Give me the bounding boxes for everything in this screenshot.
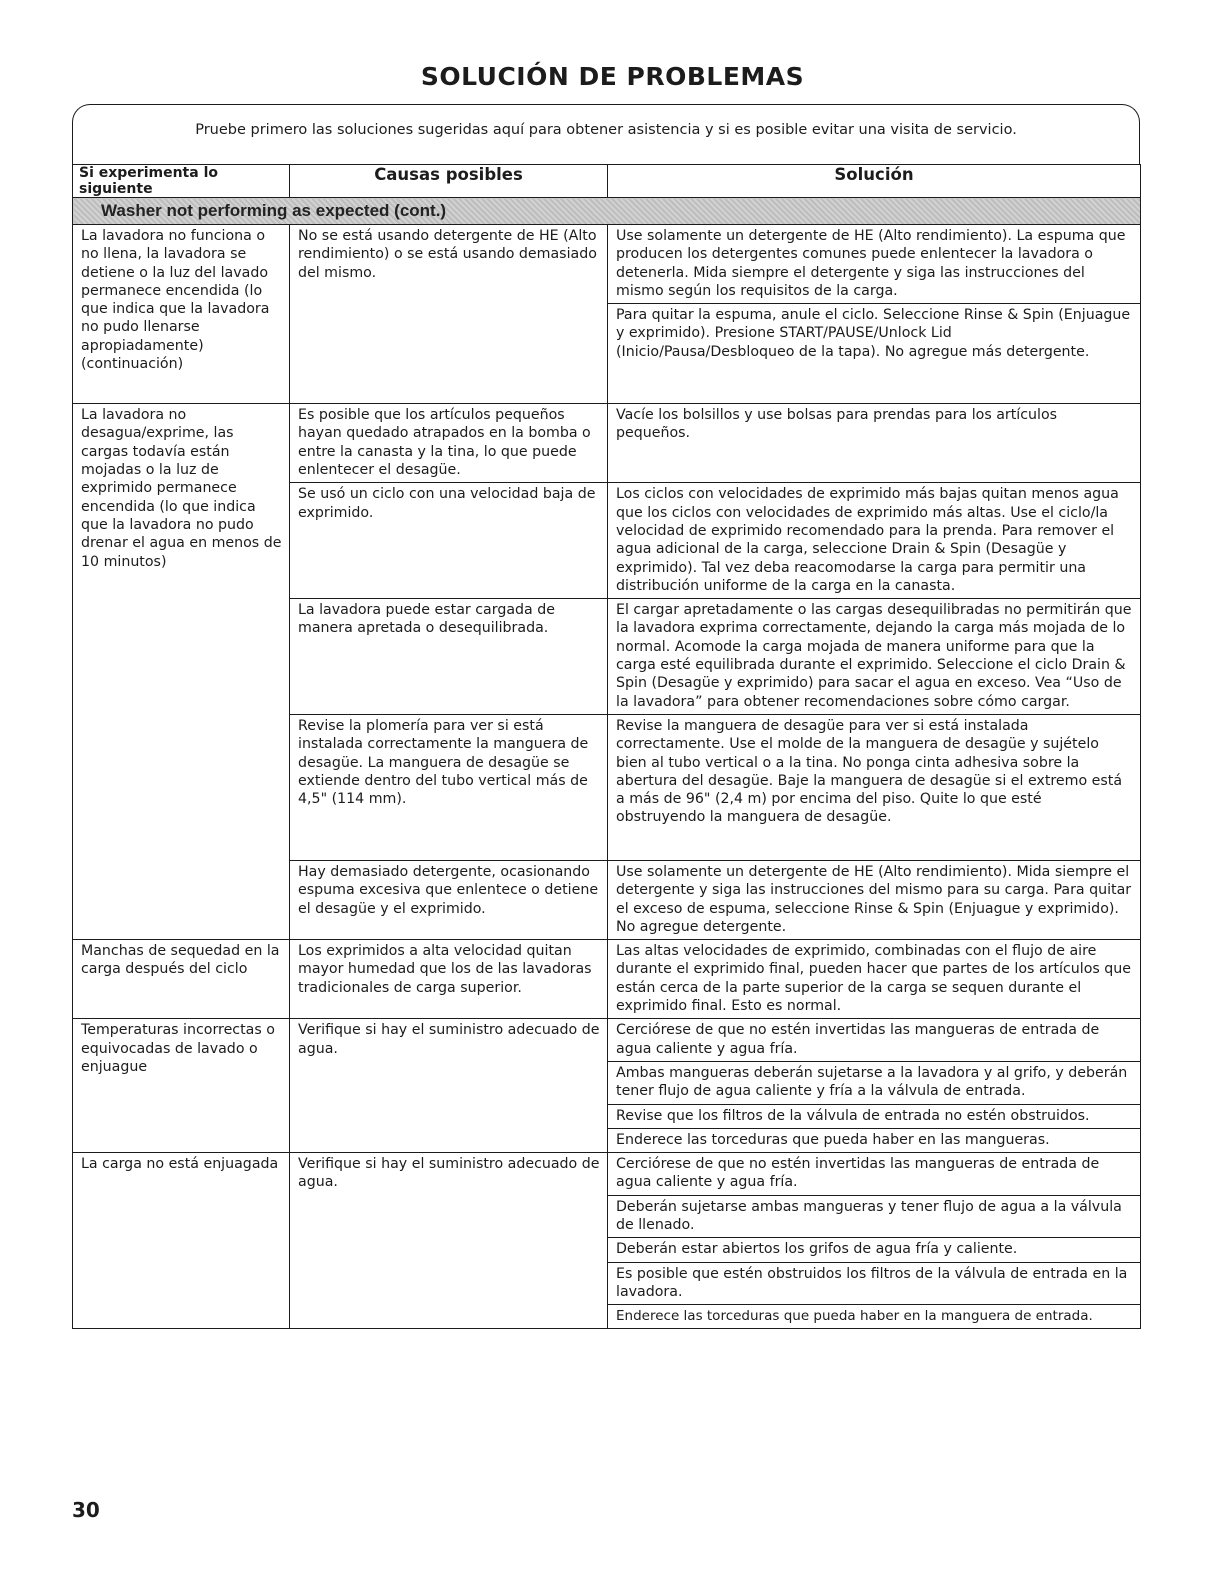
solution-cell: Revise que los filtros de la válvula de entrada no estén obstruidos. [608,1104,1141,1128]
symptom-cell: Manchas de sequedad en la carga después del ciclo [73,940,290,1019]
solution-cell: Revise la manguera de desagüe para ver si está instalada correctamente. Use el molde de la manguera de desagüe y sujételo bien al tubo vertical o a la tina. No ponga cinta adhesiva sobre la abertura del desagüe. Baje la manguera de desagüe si el extremo está a más de 96" (2,4 m) por encima del piso. Quite lo que esté obstruyendo la manguera de desagüe. [608,714,1141,860]
cause-cell: Verifique si hay el suministro adecuado de agua. [290,1153,608,1329]
solution-cell: Use solamente un detergente de HE (Alto rendimiento). Mida siempre el detergente y siga las instrucciones del mismo para su carga. Para quitar el exceso de espuma, seleccione Rinse & Spin (Enjuague y exprimido). No agregue detergente. [608,860,1141,939]
table-row [73,940,1141,1019]
table-row [73,404,1141,483]
header-solution: Solución [608,165,1141,198]
solution-cell: Use solamente un detergente de HE (Alto rendimiento). La espuma que producen los detergentes comunes puede enlentecer la lavadora o detenerla. Mida siempre el detergente y siga las instrucciones del mismo según los requisitos de la carga. [608,225,1141,304]
table-row [73,1153,1141,1196]
page-number: 30 [72,1498,100,1522]
solution-cell: Vacíe los bolsillos y use bolsas para prendas para los artículos pequeños. [608,404,1141,483]
cause-cell: Hay demasiado detergente, ocasionando espuma excesiva que enlentece o detiene el desagüe y el exprimido. [290,860,608,939]
solution-cell: Deberán sujetarse ambas mangueras y tener flujo de agua a la válvula de llenado. [608,1195,1141,1238]
section-row [73,198,1141,225]
solution-cell: Las altas velocidades de exprimido, combinadas con el flujo de aire durante el exprimido final, pueden hacer que partes de los artículos que están cerca de la parte superior de la carga se sequen durante el exprimido final. Esto es normal. [608,940,1141,1019]
cause-cell: La lavadora puede estar cargada de manera apretada o desequilibrada. [290,599,608,715]
cause-cell: No se está usando detergente de HE (Alto rendimiento) o se está usando demasiado del mismo. [290,225,608,404]
header-causes: Causas posibles [290,165,608,198]
symptom-cell: La carga no está enjuagada [73,1153,290,1329]
solution-cell: Deberán estar abiertos los grifos de agua fría y caliente. [608,1238,1141,1262]
cause-cell: Verifique si hay el suministro adecuado de agua. [290,1019,608,1153]
header-symptom: Si experimenta lo siguiente [73,165,290,198]
solution-cell: El cargar apretadamente o las cargas desequilibradas no permitirán que la lavadora exprima correctamente, dejando la carga más mojada de lo normal. Acomode la carga mojada de manera uniforme para que la carga esté equilibrada durante el exprimido. Seleccione el ciclo Drain & Spin (Desagüe y exprimido) para sacar el agua en exceso. Vea “Uso de la lavadora” para obtener recomendaciones sobre cómo cargar. [608,599,1141,715]
solution-cell: Cerciórese de que no estén invertidas las mangueras de entrada de agua caliente y agua fría. [608,1153,1141,1196]
troubleshooting-table [72,164,1141,1329]
symptom-cell: La lavadora no funciona o no llena, la lavadora se detiene o la luz del lavado permanece encendida (lo que indica que la lavadora no pudo llenarse apropiadamente) (continuación) [73,225,290,404]
solution-cell: Los ciclos con velocidades de exprimido más bajas quitan menos agua que los ciclos con velocidades de exprimido más altas. Use el ciclo/la velocidad de exprimido recomendado para la prenda. Para remover el agua adicional de la carga, seleccione Drain & Spin (Desagüe y exprimido). Tal vez deba reacomodarse la carga para permitir una distribución uniforme de la carga en la canasta. [608,483,1141,599]
table-row [73,1019,1141,1062]
solution-cell: Para quitar la espuma, anule el ciclo. Seleccione Rinse & Spin (Enjuague y exprimido). Presione START/PAUSE/Unlock Lid (Inicio/Pausa/Desbloqueo de la tapa). No agregue más detergente. [608,304,1141,404]
cause-cell: Se usó un ciclo con una velocidad baja de exprimido. [290,483,608,599]
symptom-cell: La lavadora no desagua/exprime, las cargas todavía están mojadas o la luz de exprimido permanece encendida (lo que indica que la lavadora no pudo drenar el agua en menos de 10 minutos) [73,404,290,940]
solution-cell: Enderece las torceduras que pueda haber en las mangueras. [608,1128,1141,1152]
cause-cell: Los exprimidos a alta velocidad quitan mayor humedad que los de las lavadoras tradicionales de carga superior. [290,940,608,1019]
solution-cell: Cerciórese de que no estén invertidas las mangueras de entrada de agua caliente y agua fría. [608,1019,1141,1062]
solution-cell: Ambas mangueras deberán sujetarse a la lavadora y al grifo, y deberán tener flujo de agua caliente y fría a la válvula de entrada. [608,1061,1141,1104]
table-header-row [73,165,1141,198]
solution-cell: Enderece las torceduras que pueda haber en la manguera de entrada. [608,1305,1141,1329]
symptom-cell: Temperaturas incorrectas o equivocadas de lavado o enjuague [73,1019,290,1153]
section-title: Washer not performing as expected (cont.) [73,198,1141,225]
cause-cell: Revise la plomería para ver si está instalada correctamente la manguera de desagüe. La manguera de desagüe se extiende dentro del tubo vertical más de 4,5" (114 mm). [290,714,608,860]
solution-cell: Es posible que estén obstruidos los filtros de la válvula de entrada en la lavadora. [608,1262,1141,1305]
table-row [73,225,1141,304]
cause-cell: Es posible que los artículos pequeños hayan quedado atrapados en la bomba o entre la canasta y la tina, lo que puede enlentecer el desagüe. [290,404,608,483]
intro-text: Pruebe primero las soluciones sugeridas aquí para obtener asistencia y si es posible evitar una visita de servicio. [195,122,1017,138]
page-title: SOLUCIÓN DE PROBLEMAS [420,62,805,91]
